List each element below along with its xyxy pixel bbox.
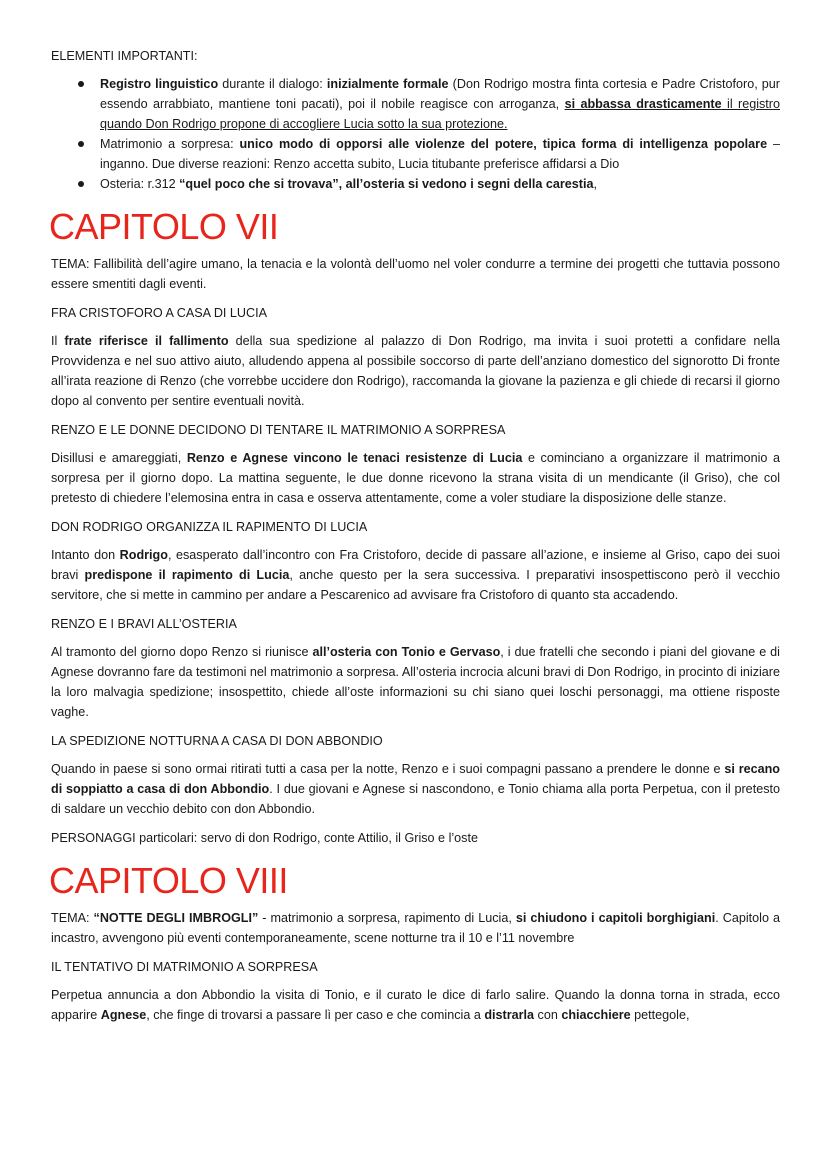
section-heading: DON RODRIGO ORGANIZZA IL RAPIMENTO DI LUCIA xyxy=(51,520,368,534)
section-paragraph: Perpetua annuncia a don Abbondio la visita di Tonio, e il curato le dice di farlo salire. Quando la donna torna in strada, ecco apparire Agnese, che finge di trovarsi a passare lì per caso e che comincia a distrarla con chiacchiere pettegole, xyxy=(51,988,780,1022)
document-page xyxy=(51,46,780,1034)
section-heading: RENZO E I BRAVI ALL’OSTERIA xyxy=(51,617,237,631)
intro-label: ELEMENTI IMPORTANTI: xyxy=(51,49,198,63)
section-paragraph: Al tramonto del giorno dopo Renzo si riunisce all’osteria con Tonio e Gervaso, i due fratelli che secondo i piani del giovane e di Agnese dovranno fare da testimoni nel matrimonio a sorpresa. All’osteria incrocia alcuni bravi di Don Rodrigo, in procinto di iniziare la loro malvagia spedizione; insospettito, chiede all’oste informazioni su chi siano quei loschi personaggi, ma ottiene risposte vaghe. xyxy=(51,645,780,719)
chapter-title: CAPITOLO VII xyxy=(49,206,279,247)
bullet-icon xyxy=(78,181,84,187)
section-paragraph: Intanto don Rodrigo, esasperato dall’incontro con Fra Cristoforo, decide di passare all’azione, e insieme al Griso, capo dei suoi bravi predispone il rapimento di Lucia, anche questo per la sera successiva. I preparativi insospettiscono però il vecchio servitore, che si mette in cammino per andare a Pescarenico ad avvisare fra Cristoforo di quanto sta accadendo. xyxy=(51,548,780,602)
list-item: Osteria: r.312 “quel poco che si trovava”, all’osteria si vedono i segni della carestia, xyxy=(51,174,780,194)
bullet-icon xyxy=(78,81,84,87)
characters-note: PERSONAGGI particolari: servo di don Rodrigo, conte Attilio, il Griso e l’oste xyxy=(51,831,478,845)
section-heading: LA SPEDIZIONE NOTTURNA A CASA DI DON ABBONDIO xyxy=(51,734,383,748)
section-paragraph: Il frate riferisce il fallimento della sua spedizione al palazzo di Don Rodrigo, ma invita i suoi protetti a confidare nella Provvidenza e nel suo attivo aiuto, alludendo appena al possibile soccorso di parte dell’anziano domestico del signorotto Di fronte all’irata reazione di Renzo (che vorrebbe uccidere don Rodrigo), raccomanda la giovane la pazienza e gli chiede di recarsi il giorno dopo al convento per sentire eventuali novità. xyxy=(51,334,781,408)
section-heading: IL TENTATIVO DI MATRIMONIO A SORPRESA xyxy=(51,960,318,974)
list-item: Registro linguistico durante il dialogo: inizialmente formale (Don Rodrigo mostra finta cortesia e Padre Cristoforo, pur essendo arrabbiato, mantiene toni pacati), poi il nobile reagisce con arroganza, si abbassa drasticamente il registro quando Don Rodrigo propone di accogliere Lucia sotto la sua protezione. xyxy=(51,74,780,134)
section-heading: FRA CRISTOFORO A CASA DI LUCIA xyxy=(51,306,268,320)
section-heading: RENZO E LE DONNE DECIDONO DI TENTARE IL MATRIMONIO A SORPRESA xyxy=(51,423,506,437)
list-item: Matrimonio a sorpresa: unico modo di opporsi alle violenze del potere, tipica forma di intelligenza popolare – inganno. Due diverse reazioni: Renzo accetta subito, Lucia titubante preferisce affidarsi a Dio xyxy=(51,134,780,174)
chapter-title: CAPITOLO VIII xyxy=(49,860,288,901)
section-paragraph: Quando in paese si sono ormai ritirati tutti a casa per la notte, Renzo e i suoi compagni passano a prendere le donne e si recano di soppiatto a casa di don Abbondio. I due giovani e Agnese si nascondono, e Tonio chiama alla porta Perpetua, con il pretesto di saldare un vecchio debito con don Abbondio. xyxy=(51,762,780,816)
bullet-icon xyxy=(78,141,84,147)
chapter-theme: TEMA: Fallibilità dell’agire umano, la tenacia e la volontà dell’uomo nel voler condurre a termine dei progetti che tuttavia possono essere smentiti dagli eventi. xyxy=(51,257,780,291)
section-paragraph: Disillusi e amareggiati, Renzo e Agnese vincono le tenaci resistenze di Lucia e cominciano a organizzare il matrimonio a sorpresa per il giorno dopo. La mattina seguente, le due donne ricevono la strana visita di un mendicante (il Griso), che col pretesto di chiedere l’elemosina entra in casa e osserva attentamente, come a voler studiare la disposizione delle stanze. xyxy=(51,451,780,505)
intro-bullet-list xyxy=(51,74,780,194)
chapter-theme: TEMA: “NOTTE DEGLI IMBROGLI” - matrimonio a sorpresa, rapimento di Lucia, si chiudono i capitoli borghigiani. Capitolo a incastro, avvengono più eventi contemporaneamente, scene notturne tra il 10 e l’11 novembre xyxy=(51,911,780,945)
